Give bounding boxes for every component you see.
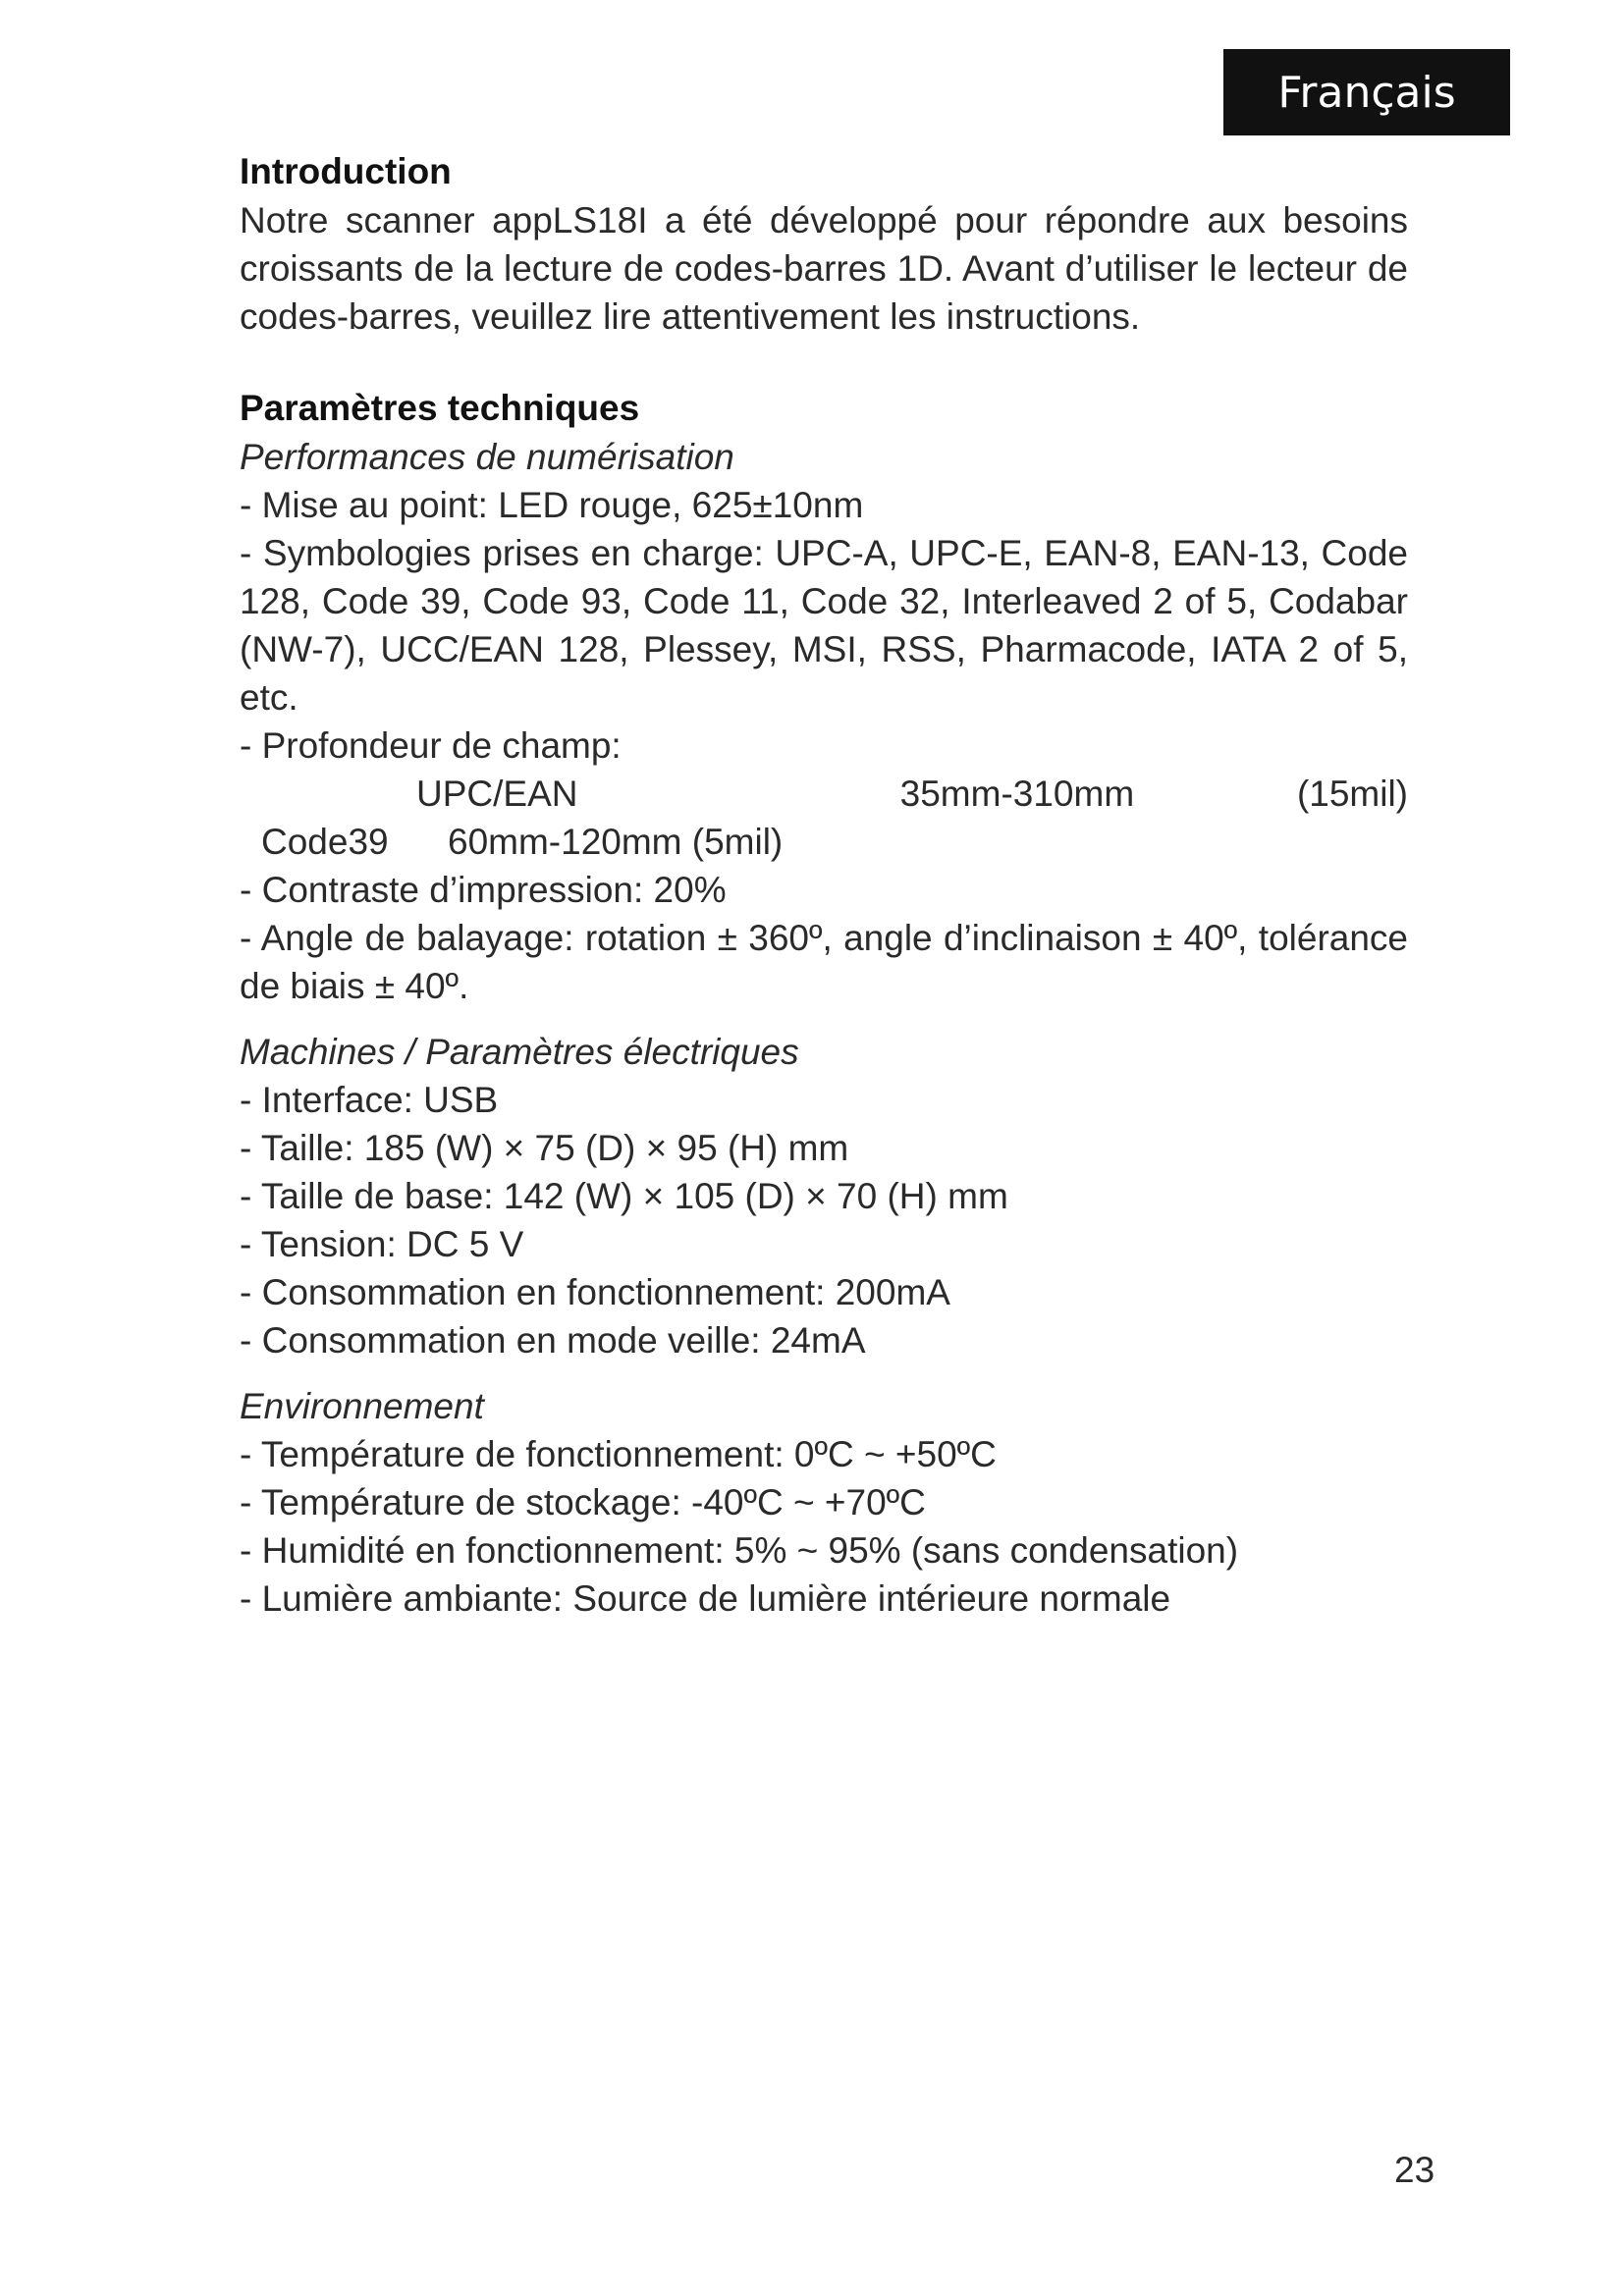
depth-item: - Profondeur de champ:: [240, 725, 622, 766]
params-heading: Paramètres techniques: [240, 388, 640, 428]
depth-row-code39: [240, 818, 1408, 866]
env-subtitle: Environnement: [240, 1386, 484, 1426]
machine-subtitle: Machines / Paramètres électriques: [240, 1032, 799, 1072]
contrast-item: - Contraste d’impression: 20%: [240, 870, 727, 910]
intro-heading: Introduction: [240, 151, 452, 191]
symbologies-item: - Symbologies prises en charge: UPC-A, UPC-E, EAN-8, EAN-13, Code 128, Code 39, Code 93, Code 11, Code 32, Interleaved 2 of 5, Codabar (NW-7), UCC/EAN 128, Plessey, MSI, RSS, Pharmacode, IATA 2 of 5, etc.: [240, 533, 1408, 718]
angle-item: - Angle de balayage: rotation ± 360º, angle d’inclinaison ± 40º, tolérance de biais ± 40º.: [240, 918, 1408, 1006]
depth-mil: (15mil): [1296, 774, 1408, 814]
machine-item: - Consommation en mode veille: 24mA: [240, 1320, 866, 1361]
page-number: 23: [1394, 2150, 1435, 2190]
language-tab: Français: [1223, 49, 1510, 135]
depth-range: 35mm-310mm: [899, 774, 1135, 814]
depth-code: Code39: [261, 822, 389, 862]
machine-item: - Taille de base: 142 (W) × 105 (D) × 70 (H) mm: [240, 1176, 1008, 1216]
machine-item: - Interface: USB: [240, 1080, 499, 1120]
env-item: - Température de stockage: -40ºC ~ +70ºC: [240, 1482, 926, 1522]
depth-range: 60mm-120mm (5mil): [448, 822, 784, 862]
page-content: [240, 147, 1408, 1623]
env-item: - Humidité en fonctionnement: 5% ~ 95% (sans condensation): [240, 1530, 1239, 1571]
depth-row-upc: [240, 770, 1408, 818]
env-item: - Température de fonctionnement: 0ºC ~ +50ºC: [240, 1434, 997, 1474]
perf-subtitle: Performances de numérisation: [240, 437, 734, 477]
machine-item: - Taille: 185 (W) × 75 (D) × 95 (H) mm: [240, 1128, 849, 1168]
depth-code: UPC/EAN: [416, 774, 578, 814]
env-item: - Lumière ambiante: Source de lumière intérieure normale: [240, 1578, 1171, 1619]
focus-item: - Mise au point: LED rouge, 625±10nm: [240, 485, 864, 525]
machine-item: - Consommation en fonctionnement: 200mA: [240, 1272, 950, 1312]
intro-paragraph: Notre scanner appLS18I a été développé pour répondre aux besoins croissants de la lecture de codes-barres 1D. Avant d’utiliser le lecteur de codes-barres, veuillez lire attentivement les instructions.: [240, 200, 1408, 337]
machine-item: - Tension: DC 5 V: [240, 1224, 524, 1264]
